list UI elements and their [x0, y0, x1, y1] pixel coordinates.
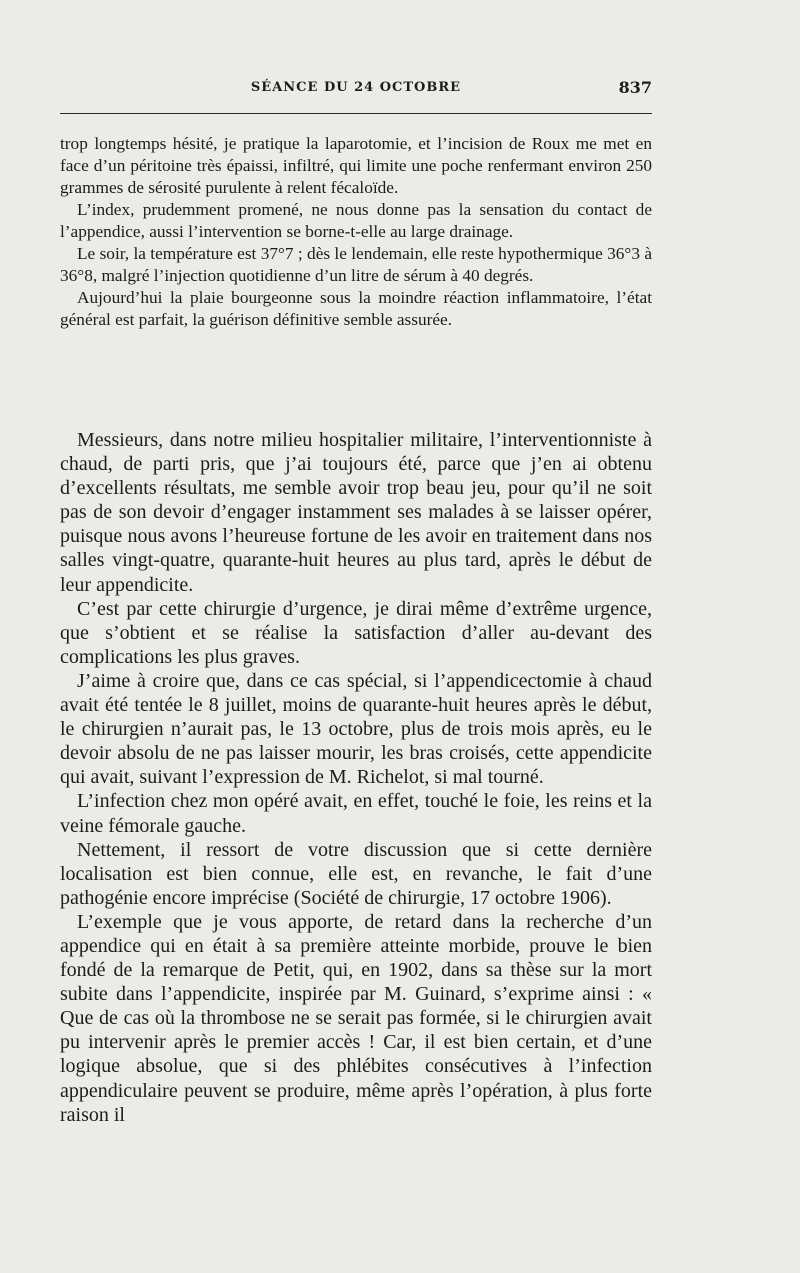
case-paragraph: Aujourd’hui la plaie bourgeonne sous la moindre réaction inflammatoire, l’état général est parfait, la guérison définitive semble assurée.	[60, 288, 652, 329]
body-paragraph: Messieurs, dans notre milieu hospitalier militaire, l’interventionniste à chaud, de parti pris, que j’ai toujours été, parce que j’en ai obtenu d’excellents résultats, me semble avoir trop beau jeu, pour qu’il ne soit pas de son devoir d’engager instamment ses malades à se laisser opérer, puisque nous avons l’heureuse fortune de les avoir en traitement dans nos salles vingt-quatre, quarante-huit heures au plus tard, après le début de leur appendicite.	[60, 429, 652, 596]
body-paragraph: L’exemple que je vous apporte, de retard dans la recherche d’un appendice qui en était à sa première atteinte morbide, prouve le bien fondé de la remarque de Petit, qui, en 1902, dans sa thèse sur la mort subite dans l’appendicite, inspirée par M. Guinard, s’exprime ainsi : « Que de cas où la thrombose ne se serait pas formée, si le chirurgien avait pu intervenir après le premier accès ! Car, il est bien certain, et d’une logique absolue, que si des phlébites consécutives à l’infection appendiculaire peuvent se produire, même après l’opération, à plus forte raison il	[60, 910, 652, 1126]
case-paragraph: Le soir, la température est 37°7 ; dès le lendemain, elle reste hypothermique 36°3 à 36°8, malgré l’injection quotidienne d’un litre de sérum à 40 degrés.	[60, 244, 652, 285]
main-text	[60, 428, 652, 1127]
page-header	[60, 78, 652, 100]
page-number: 837	[618, 78, 652, 97]
header-rule	[60, 113, 652, 114]
running-title: SÉANCE DU 24 OCTOBRE	[250, 80, 462, 95]
body-paragraph: C’est par cette chirurgie d’urgence, je dirai même d’extrême urgence, que s’obtient et se réalise la satisfaction d’aller au-devant des complications les plus graves.	[60, 597, 652, 668]
body-paragraph: L’infection chez mon opéré avait, en effet, touché le foie, les reins et la veine fémorale gauche.	[60, 790, 652, 837]
case-paragraph: trop longtemps hésité, je pratique la laparotomie, et l’incision de Roux me met en face d’un péritoine très épaissi, infiltré, qui limite une poche renfermant environ 250 grammes de sérosité purulente à relent fécaloïde.	[60, 134, 652, 197]
body-paragraph: Nettement, il ressort de votre discussion que si cette dernière localisation est bien connue, elle est, en revanche, le fait d’une pathogénie encore imprécise (Société de chirurgie, 17 octobre 1906).	[60, 838, 652, 909]
case-paragraph: L’index, prudemment promené, ne nous donne pas la sensation du contact de l’appendice, aussi l’intervention se borne-t-elle au large drainage.	[60, 200, 652, 241]
case-report-text	[60, 133, 652, 331]
body-paragraph: J’aime à croire que, dans ce cas spécial, si l’appendicectomie à chaud avait été tentée le 8 juillet, moins de quarante-huit heures après le début, le chirurgien n’aurait pas, le 13 octobre, plus de trois mois après, eu le devoir absolu de ne pas laisser mourir, les bras croisés, cette appendicite qui avait, suivant l’expression de M. Richelot, si mal tourné.	[60, 669, 652, 789]
